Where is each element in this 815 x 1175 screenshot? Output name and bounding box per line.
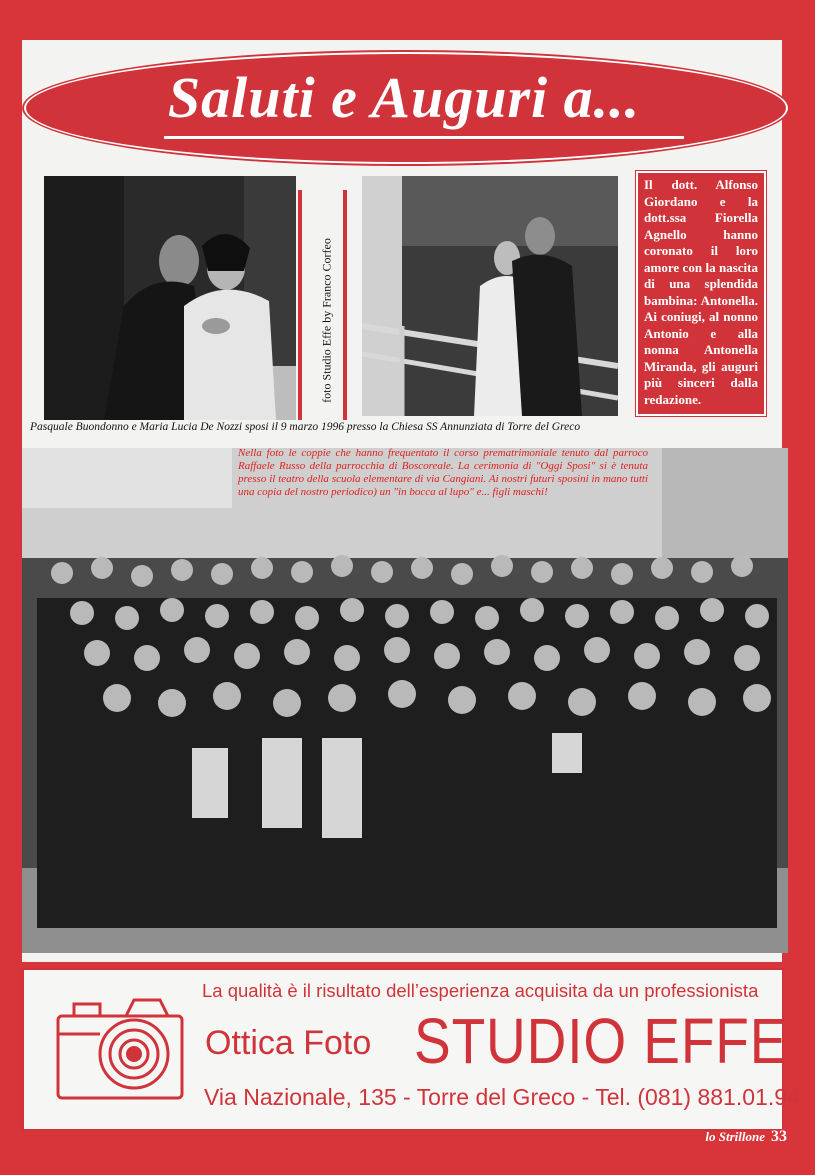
group-caption: Nella foto le coppie che hanno frequentato il corso prematrimoniale tenuto dal parroco Raffaele Russo della parrocchia di Boscoreale. La cerimonia di "Oggi Sposi" si è tenuta presso il teatro della scuola elementare di via Cangiani. Ai nostri futuri sposini in mano tutti una copia del nostro periodico) un "in bocca al lupo" e... figli maschi! (238, 447, 648, 498)
page-title: Saluti e Auguri a... (167, 65, 641, 130)
divider-line (298, 190, 302, 420)
ad-brand: STUDIO EFFE (414, 1005, 788, 1077)
couple-photo (362, 176, 618, 416)
page-footer (705, 1128, 787, 1146)
ad-tagline: La qualità è il risultato dell’esperienza acquisita da un professionista (202, 980, 759, 1001)
group-photo (22, 448, 788, 953)
wedding-photo (44, 176, 296, 420)
title-underline (164, 136, 684, 139)
magazine-name: lo Strillone (705, 1129, 765, 1144)
photo-credit: foto Studio Effe by Franco Corfeo (319, 238, 334, 403)
wedding-caption: Pasquale Buondonno e Maria Lucia De Nozzi sposi il 9 marzo 1996 presso la Chiesa SS Annunziata di Torre del Greco (30, 421, 581, 433)
camera-icon (52, 988, 190, 1110)
ad-shop-name: Ottica Foto (205, 1024, 372, 1062)
divider-line (343, 190, 347, 420)
ad-address: Via Nazionale, 135 - Torre del Greco - Tel. (081) 881.01.94 (204, 1084, 800, 1110)
page-number: 33 (771, 1128, 787, 1145)
studio-effe-ad (22, 968, 800, 1131)
announcement-box: Il dott. Alfonso Giordano e la dott.ssa Fiorella Agnello hanno coronato il loro amore con la nascita di una splendida bambina: Antonella. Ai coniugi, al nonno Antonio e alla nonna Antonella Miranda, gli auguri più sinceri dalla redazione. (636, 171, 766, 416)
title-banner (24, 52, 784, 174)
